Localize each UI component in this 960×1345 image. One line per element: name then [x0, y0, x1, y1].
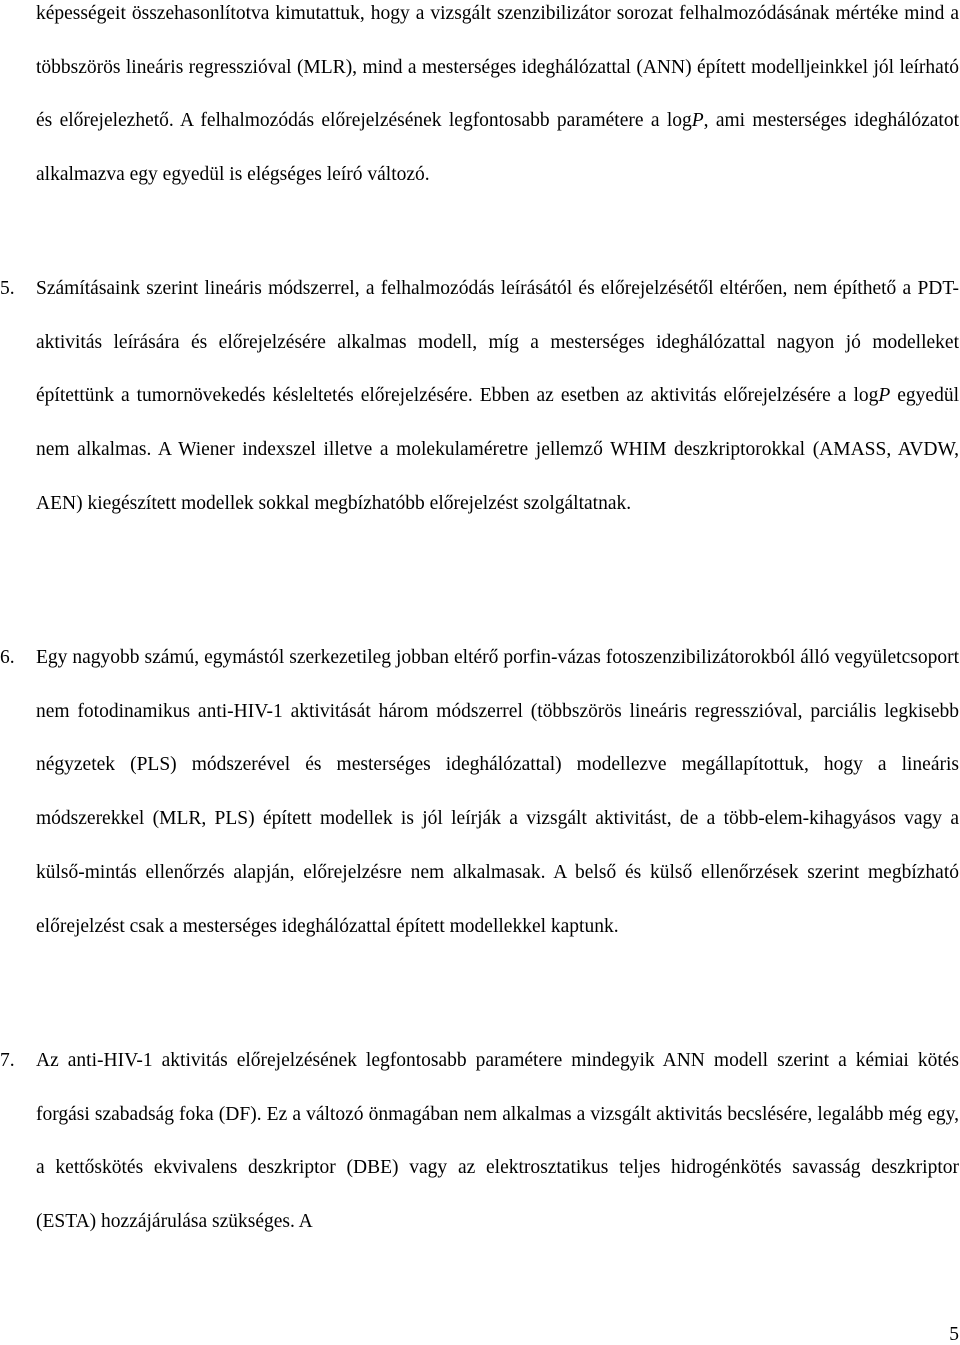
- paragraph-6: [0, 631, 959, 953]
- paragraph-continuation: [36, 0, 959, 202]
- paragraph-text: Egy nagyobb számú, egymástól szerkezetileg jobban eltérő porfin-vázas fotoszenzibilizátorokból álló vegyületcsoport nem fotodinamikus anti-HIV-1 aktivitását három módszerrel (többszörös lineáris regresszióval, parciális legkisebb négyzetek (PLS) módszerével és mesterséges ideghálózattal) modellezve megállapítottuk, hogy a lineáris módszerekkel (MLR, PLS) épített modellek is jól leírják a vizsgált aktivitást, de a több-elem-kihagyásos vagy a külső-mintás ellenőrzés alapján, előrejelzésre nem alkalmasak. A belső és külső ellenőrzések szerint megbízható előrejelzést csak a mesterséges ideghálózattal épített modellekkel kaptunk.: [36, 647, 959, 937]
- page-number: 5: [949, 1324, 959, 1345]
- paragraph-number: 7.: [0, 1050, 15, 1071]
- paragraph-text: Számításaink szerint lineáris módszerrel, a felhalmozódás leírásától és előrejelzésétől eltérően, nem építhető a PDT-aktivitás leírására és előrejelzésére alkalmas modell, míg a mesterséges ideghálózattal nagyon jó modelleket építettünk a tumornövekedés késleltetés előrejelzésére. Ebben az esetben az aktivitás előrejelzésére a logP egyedül nem alkalmas. A Wiener indexszel illetve a molekulaméretre jellemző WHIM deszkriptorokkal (AMASS, AVDW, AEN) kiegészített modellek sokkal megbízhatóbb előrejelzést szolgáltatnak.: [36, 278, 959, 514]
- paragraph-5: [0, 262, 959, 531]
- paragraph-number: 6.: [0, 647, 15, 668]
- paragraph-7: [0, 1034, 959, 1249]
- paragraph-text: képességeit összehasonlítotva kimutattuk, hogy a vizsgált szenzibilizátor sorozat felhalmozódásának mértéke mind a többszörös lineáris regresszióval (MLR), mind a mesterséges ideghálózattal (ANN) épített modelljeinkkel jól leírható és előrejelezhető. A felhalmozódás előrejelzésének legfontosabb paramétere a logP, ami mesterséges ideghálózatot alkalmazva egy egyedül is elégséges leíró változó.: [36, 3, 959, 186]
- paragraph-text: Az anti-HIV-1 aktivitás előrejelzésének legfontosabb paramétere mindegyik ANN modell szerint a kémiai kötés forgási szabadság foka (DF). Ez a változó önmagában nem alkalmas a vizsgált aktivitás becslésére, legalább még egy, a kettőskötés ekvivalens deszkriptor (DBE) vagy az elektrosztatikus teljes hidrogénkötés savasság deszkriptor (ESTA) hozzájárulása szükséges. A: [36, 1050, 959, 1233]
- paragraph-number: 5.: [0, 278, 15, 299]
